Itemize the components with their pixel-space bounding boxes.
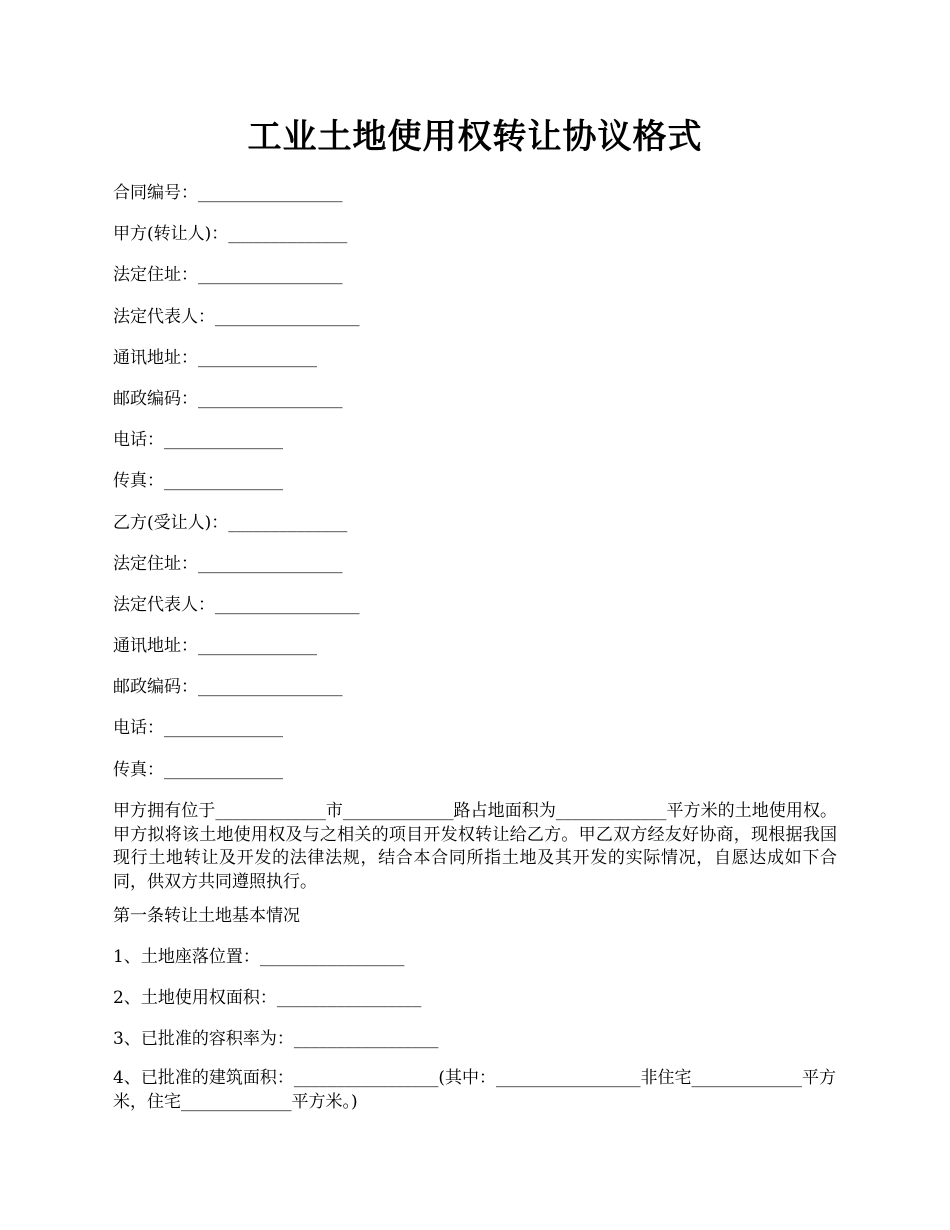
- party-b-address-field: 法定住址：_________________: [113, 553, 343, 574]
- party-b-name-field: 乙方(受让人)：______________: [113, 512, 348, 533]
- article-1-item: 3、已批准的容积率为：_________________: [113, 1029, 439, 1049]
- article-1-item: 4、已批准的建筑面积：_________________(其中：_________________非住宅_____________平方米，住宅_____________平方米。): [113, 1068, 836, 1112]
- article-1-heading: 第一条转让土地基本情况: [113, 906, 300, 926]
- contract-number-field: 合同编号：_________________: [113, 183, 343, 203]
- party-a-mailing-address-field: 通讯地址：______________: [113, 347, 317, 368]
- party-info-list: [113, 180, 843, 798]
- article-1-item: 1、土地座落位置：_________________: [113, 947, 405, 967]
- party-b-phone-field: 电话：______________: [113, 718, 283, 739]
- party-a-address-field: 法定住址：_________________: [113, 265, 343, 286]
- party-a-phone-field: 电话：______________: [113, 430, 283, 451]
- party-b-fax-field: 传真：______________: [113, 759, 283, 780]
- party-a-fax-field: 传真：______________: [113, 471, 283, 492]
- party-a-name-field: 甲方(转让人)：______________: [113, 224, 348, 245]
- intro-paragraph: 甲方拥有位于_____________市_____________路占地面积为_____________平方米的土地使用权。甲方拟将该土地使用权及与之相关的项目开发权转让给乙方。甲乙双方经友好协商，现根据我国现行土地转让及开发的法律法规，结合本合同所指土地及其开发的实际情况，自愿达成如下合同，供双方共同遵照执行。: [113, 801, 837, 892]
- party-b-mailing-address-field: 通讯地址：______________: [113, 636, 317, 657]
- party-b-representative-field: 法定代表人：_________________: [113, 594, 360, 615]
- party-a-representative-field: 法定代表人：_________________: [113, 306, 360, 327]
- article-1-section: [113, 903, 843, 1114]
- party-a-postcode-field: 邮政编码：_________________: [113, 388, 343, 409]
- party-b-postcode-field: 邮政编码：_________________: [113, 677, 343, 698]
- article-1-item: 2、土地使用权面积：_________________: [113, 988, 422, 1008]
- document-title: 工业土地使用权转让协议格式: [247, 117, 703, 157]
